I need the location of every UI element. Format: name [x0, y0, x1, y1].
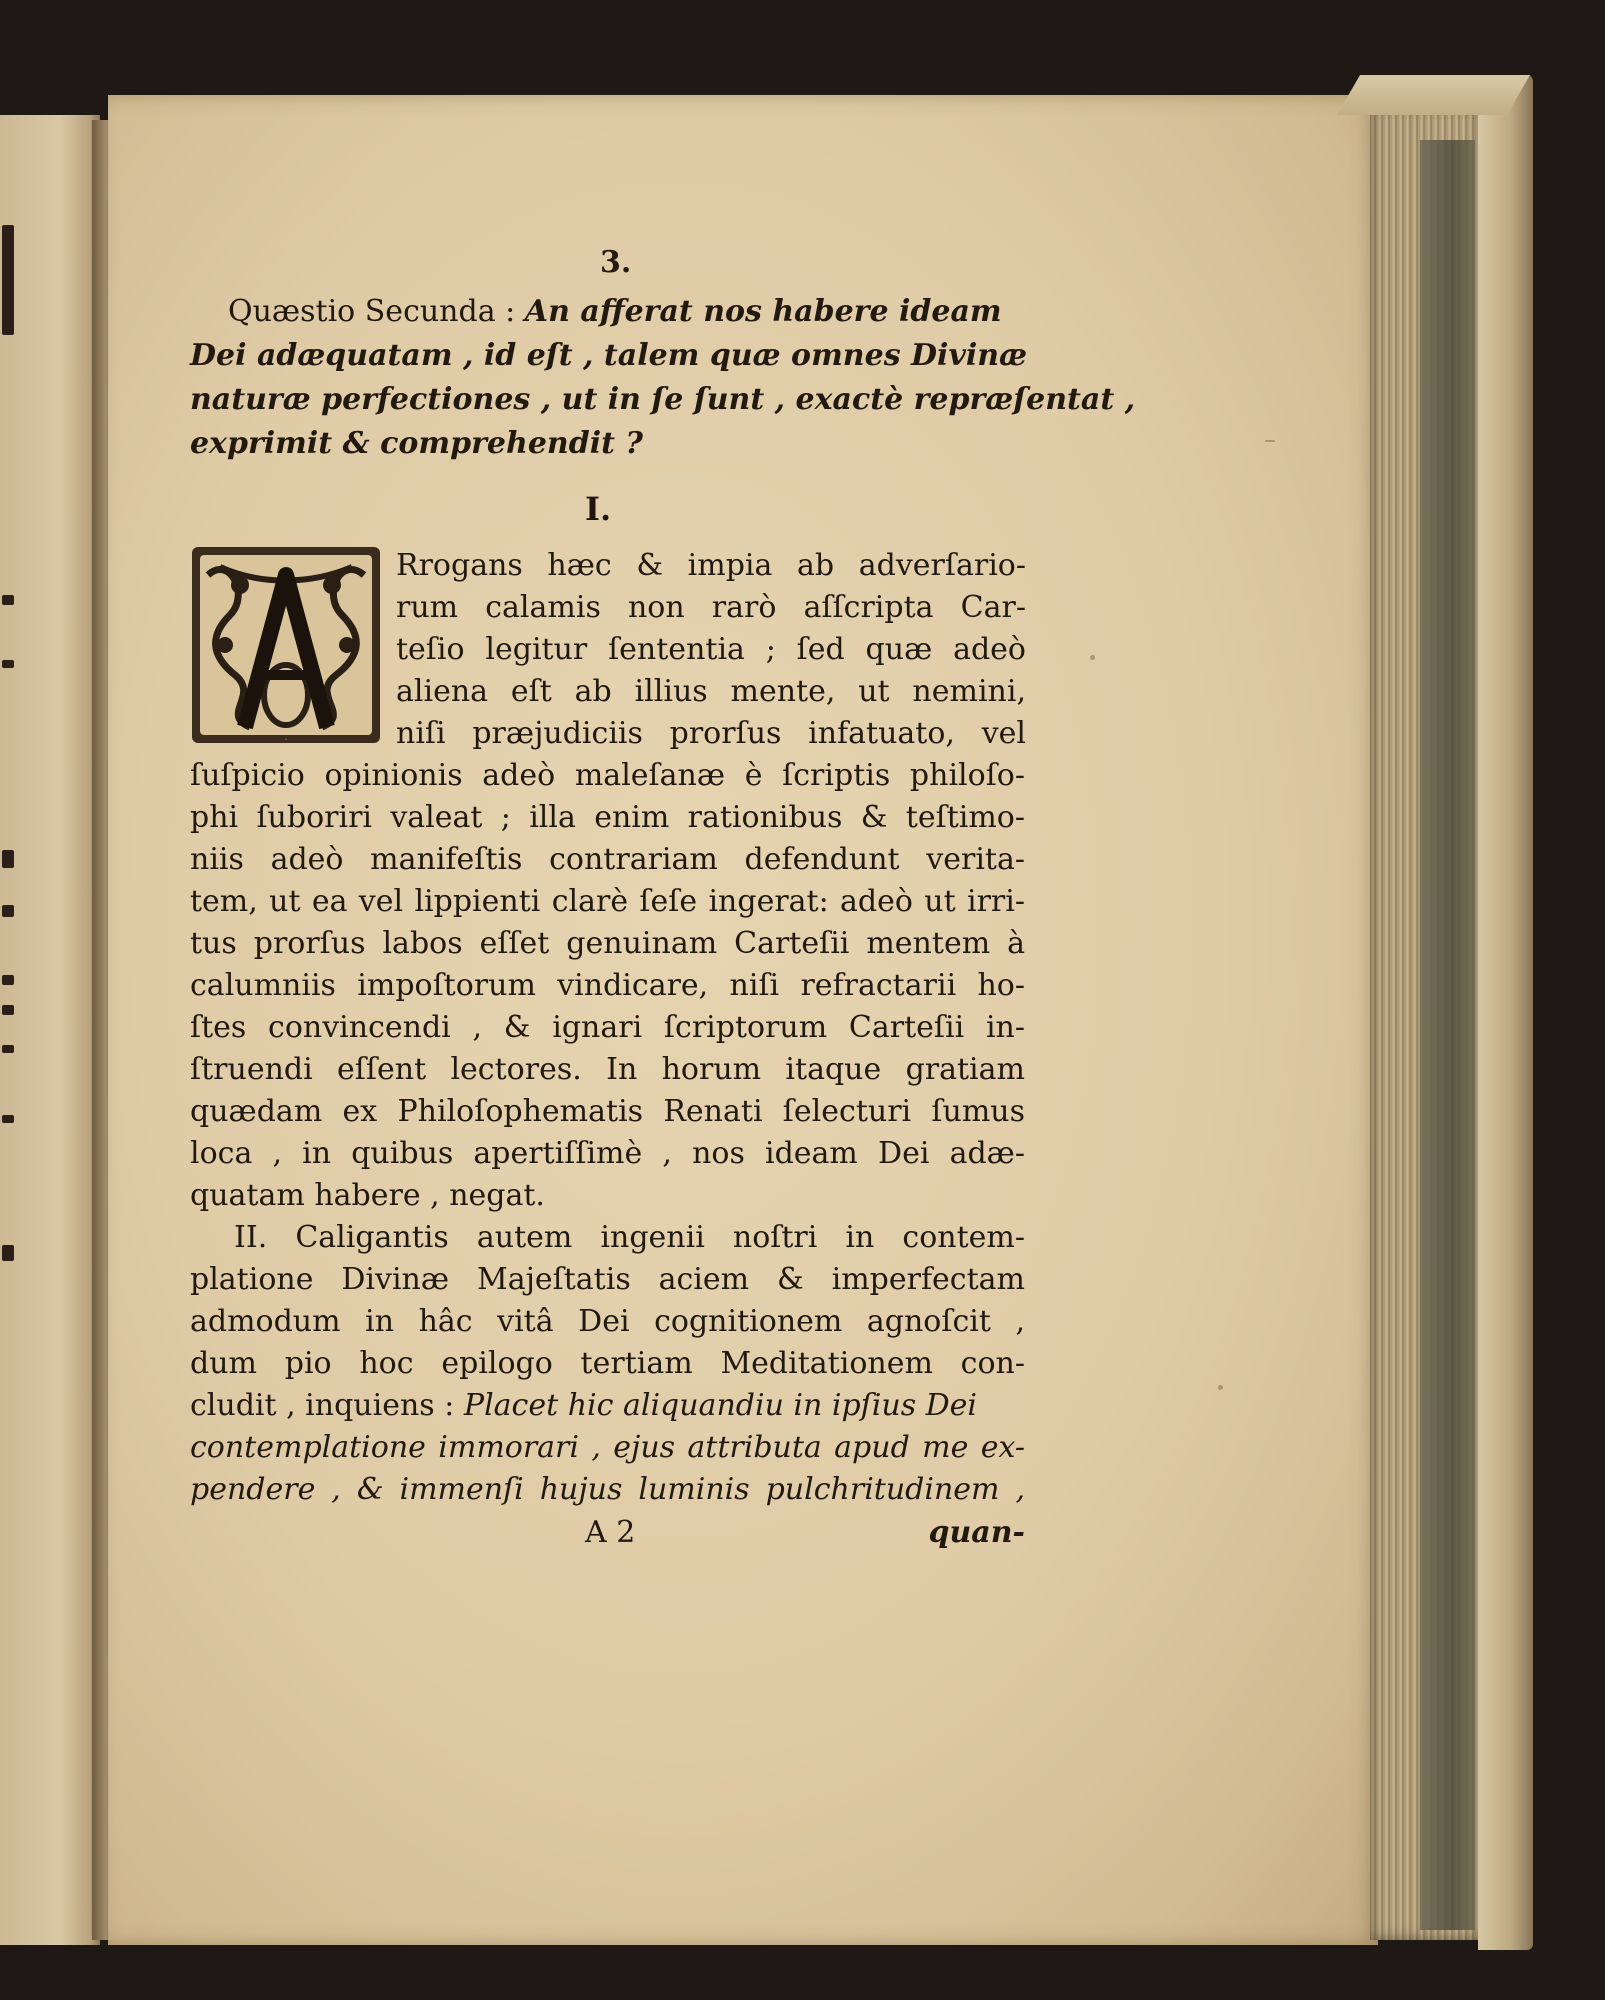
question-heading: [190, 290, 1136, 466]
paragraph-1-beside-initial: [396, 545, 1026, 755]
text-line-mixed: [190, 1385, 1025, 1427]
question-line: naturæ perfectiones , ut in ſe ſunt , exactè repræſentat ,: [190, 382, 1136, 417]
text-line: tem, ut ea vel lippienti clarè ſeſe ingerat: adeò ut irri-: [190, 884, 1025, 919]
page-number: 3.: [600, 245, 632, 280]
catchword: quan-: [928, 1515, 1025, 1550]
text-line: teſio legitur ſententia ; ſed quæ adeò: [396, 632, 1026, 667]
question-line: Dei adæquatam , id eſt , talem quæ omnes Divinæ: [190, 338, 1028, 373]
text-line: phi ſuboriri valeat ; illa enim rationibus & teſtimo-: [190, 800, 1025, 835]
fore-edge-shadow: [1420, 140, 1475, 1930]
text-line: niſi præjudiciis prorſus infatuato, vel: [396, 716, 1026, 751]
text-line: ſuſpicio opinionis adeò maleſanæ è ſcriptis philoſo-: [190, 758, 1025, 793]
text-line: tus prorſus labos eſſet genuinam Carteſii mentem à: [190, 926, 1025, 961]
page-footer: [190, 1515, 1025, 1555]
foxing-spot: [1090, 655, 1095, 660]
text-line: dum pio hoc epilogo tertiam Meditationem con-: [190, 1346, 1025, 1381]
text-line: II. Caligantis autem ingenii noſtri in contem-: [234, 1220, 1025, 1255]
initial-letter: A: [285, 739, 287, 741]
section-numeral: I.: [585, 490, 612, 528]
signature-mark: A 2: [585, 1515, 636, 1550]
text-line: loca , in quibus apertiſſimè , nos ideam Dei adæ-: [190, 1136, 1025, 1171]
foxing-spot: [1265, 440, 1275, 442]
paragraph-1-body: [190, 755, 1025, 1511]
text-line: quatam habere , negat.: [190, 1178, 545, 1213]
text-line: quædam ex Philoſophematis Renati ſelecturi ſumus: [190, 1094, 1025, 1129]
text-line-italic: pendere , & immenſi hujus luminis pulchritudinem ,: [190, 1472, 1025, 1507]
decorated-initial: [190, 545, 382, 745]
text-line: admodum in hâc vitâ Dei cognitionem agnoſcit ,: [190, 1304, 1025, 1339]
question-line: exprimit & comprehendit ?: [190, 426, 643, 461]
question-label: Quæstio Secunda :: [228, 294, 516, 329]
foxing-spot: [1218, 1385, 1223, 1390]
text-line: calumniis impoſtorum vindicare, niſi refractarii ho-: [190, 968, 1025, 1003]
text-line: rum calamis non rarò aſſcripta Car-: [396, 590, 1026, 625]
text-line: niis adeò manifeſtis contrariam defendunt verita-: [190, 842, 1025, 877]
text-segment: cludit , inquiens :: [190, 1388, 455, 1423]
book-cover-edge: [1478, 75, 1533, 1950]
left-page-bleed-marks: [0, 215, 18, 1215]
text-line: ſtes convincendi , & ignari ſcriptorum Carteſii in-: [190, 1010, 1025, 1045]
text-line: ſtruendi eſſent lectores. In horum itaque gratiam: [190, 1052, 1025, 1087]
text-segment-italic: Placet hic aliquandiu in ipſius Dei: [463, 1388, 978, 1423]
text-line: Rrogans hæc & impia ab adverſario-: [396, 548, 1026, 583]
text-line: platione Divinæ Majeſtatis aciem & imperfectam: [190, 1262, 1025, 1297]
book-cover-top: [1337, 75, 1530, 115]
text-line-italic: contemplatione immorari , ejus attributa apud me ex-: [190, 1430, 1025, 1465]
question-line: An afferat nos habere ideam: [524, 294, 1002, 329]
text-line: aliena eſt ab illius mente, ut nemini,: [396, 674, 1026, 709]
